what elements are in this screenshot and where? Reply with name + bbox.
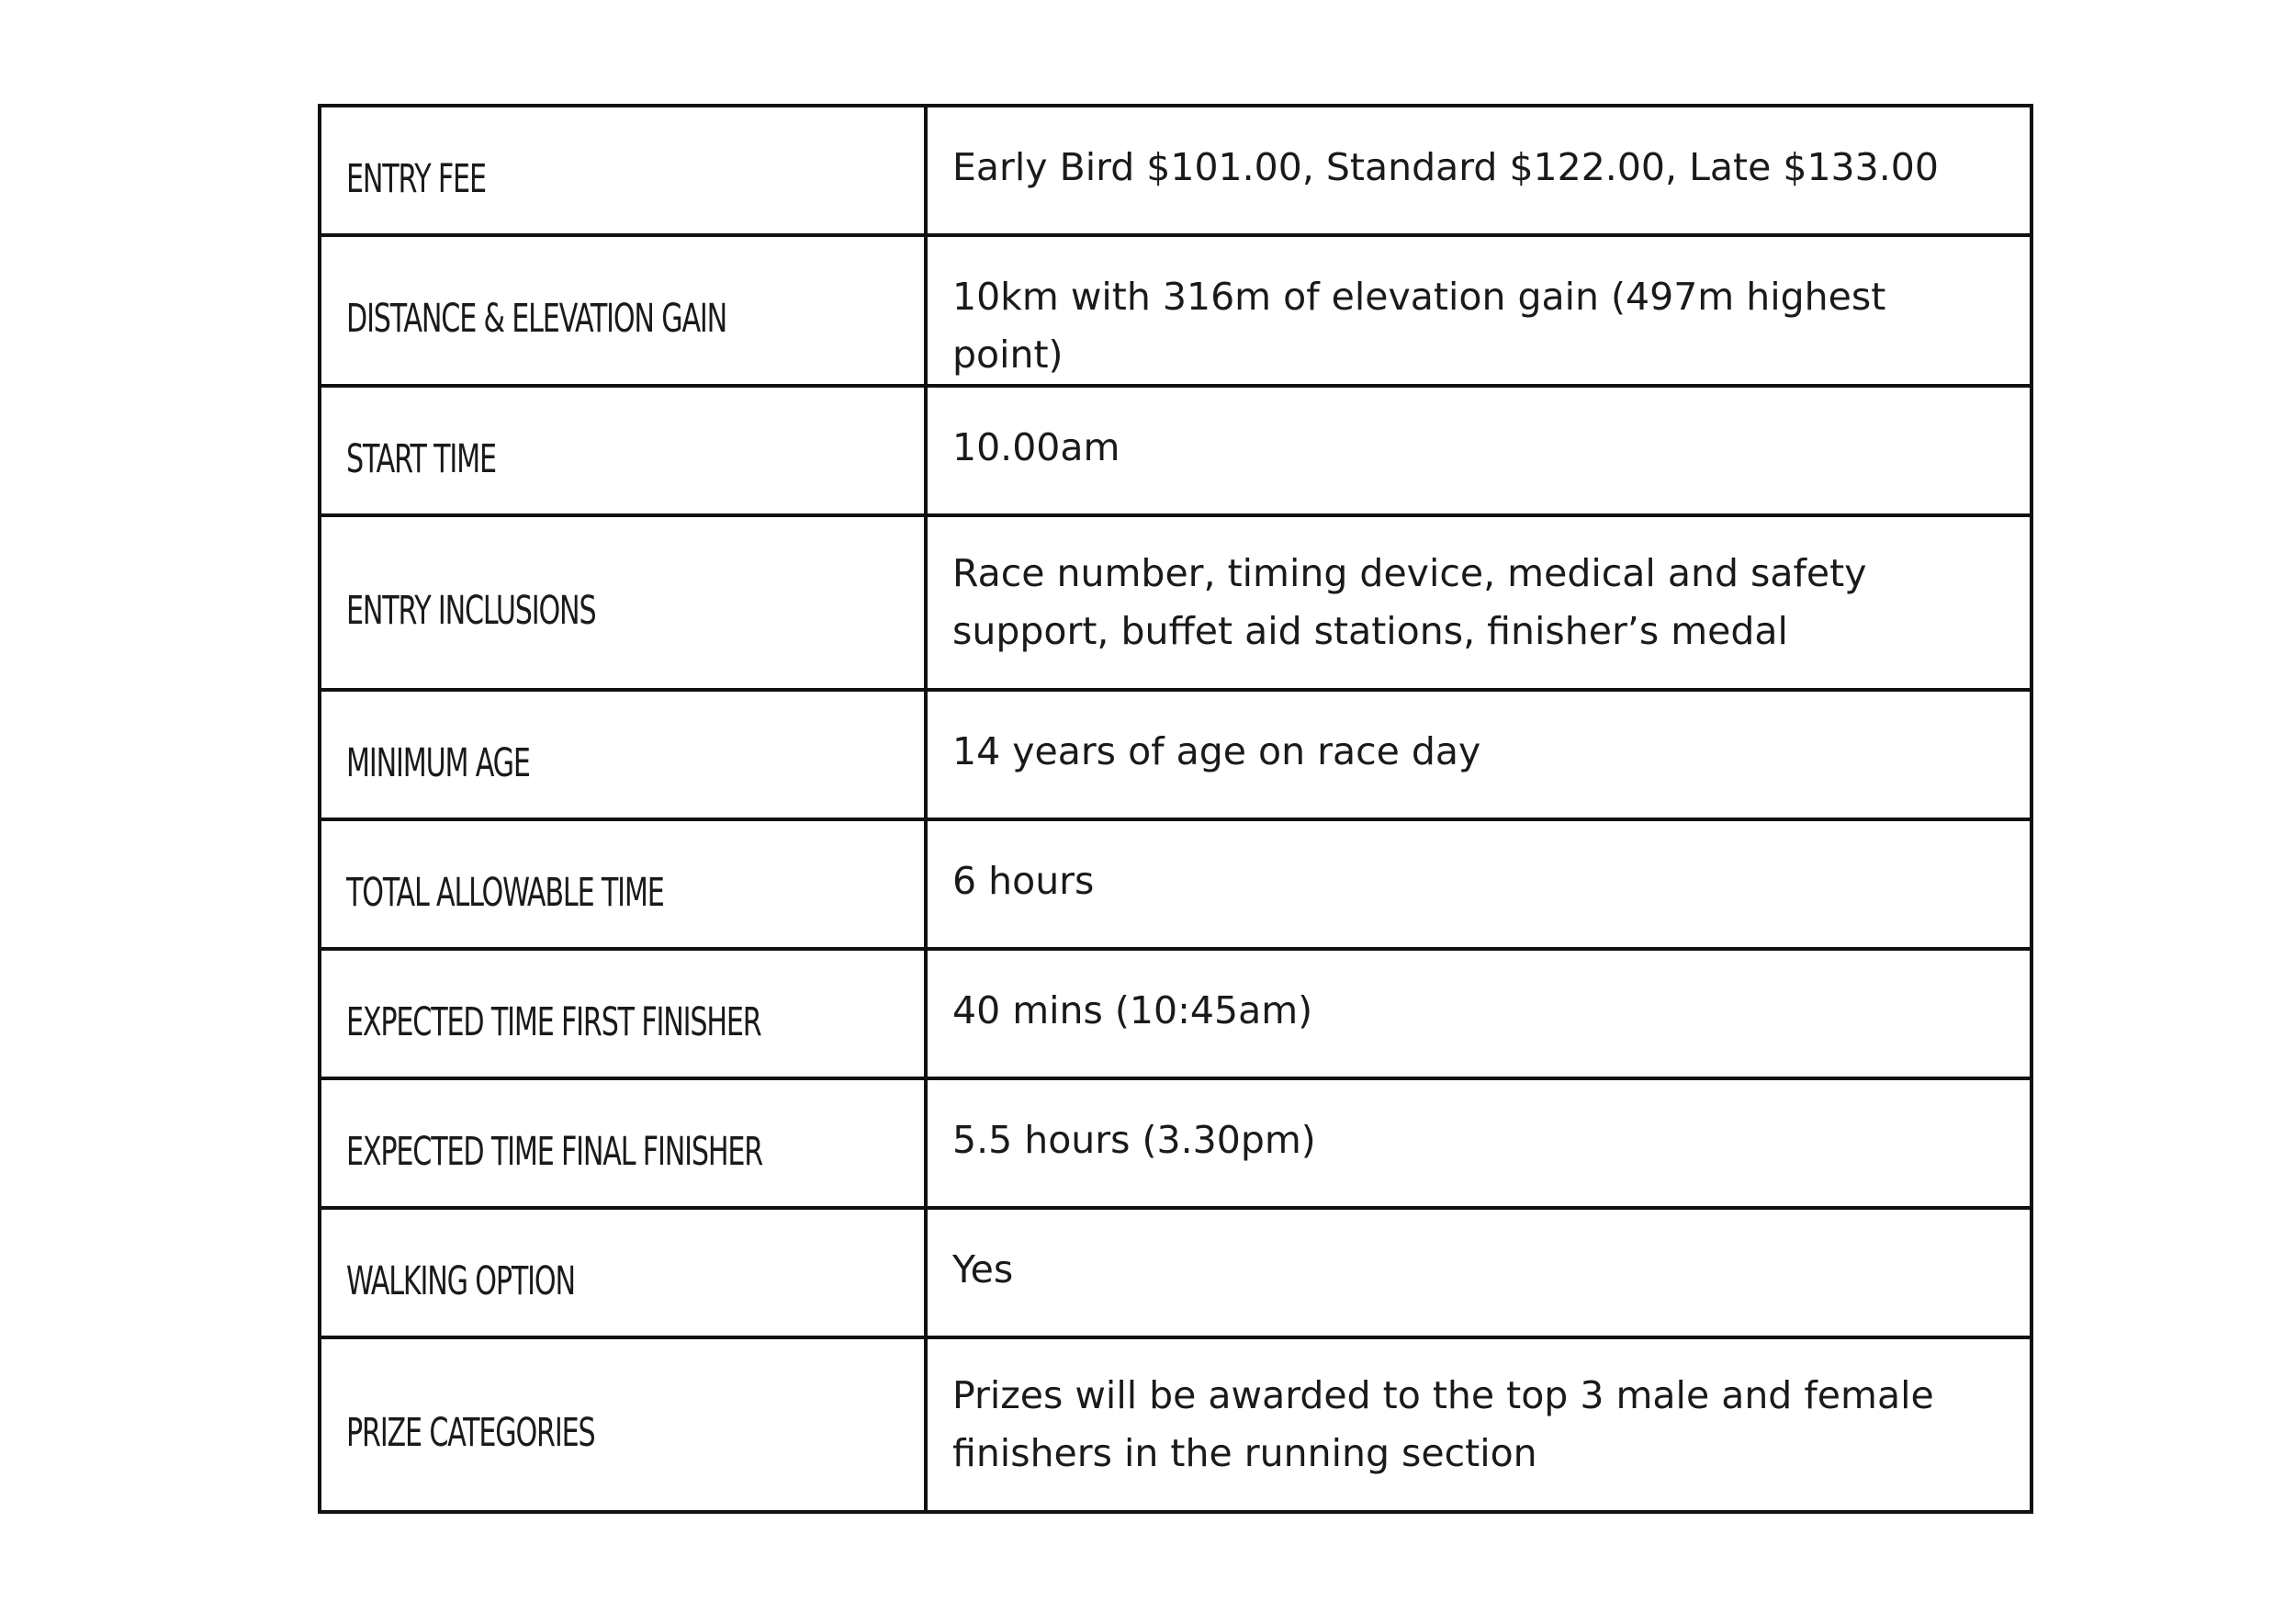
table-row [320,949,2032,1078]
row-label: DISTANCE & ELEVATION GAIN [320,235,926,386]
row-value: Race number, timing device, medical and safety support, buffet aid stations, finisher’s medal [926,515,2032,690]
race-info-table [318,104,2033,1514]
row-label: START TIME [320,386,926,515]
table-row [320,235,2032,386]
table-row [320,386,2032,515]
table-row [320,690,2032,819]
table-row [320,1078,2032,1208]
row-label: MINIMUM AGE [320,690,926,819]
table-row [320,106,2032,235]
row-label: ENTRY FEE [320,106,926,235]
row-value: 10km with 316m of elevation gain (497m highest point) [926,235,2032,386]
row-label: ENTRY INCLUSIONS [320,515,926,690]
row-value: 14 years of age on race day [926,690,2032,819]
row-value: 10.00am [926,386,2032,515]
row-value: Prizes will be awarded to the top 3 male and female finishers in the running section [926,1337,2032,1512]
row-value: 6 hours [926,819,2032,949]
table-row [320,1337,2032,1512]
row-label: WALKING OPTION [320,1208,926,1337]
row-value: Yes [926,1208,2032,1337]
row-value: Early Bird $101.00, Standard $122.00, Late $133.00 [926,106,2032,235]
row-value: 5.5 hours (3.30pm) [926,1078,2032,1208]
row-value: 40 mins (10:45am) [926,949,2032,1078]
row-label: TOTAL ALLOWABLE TIME [320,819,926,949]
row-label: EXPECTED TIME FINAL FINISHER [320,1078,926,1208]
table-row [320,1208,2032,1337]
row-label: EXPECTED TIME FIRST FINISHER [320,949,926,1078]
row-label: PRIZE CATEGORIES [320,1337,926,1512]
table-row [320,819,2032,949]
table-row [320,515,2032,690]
